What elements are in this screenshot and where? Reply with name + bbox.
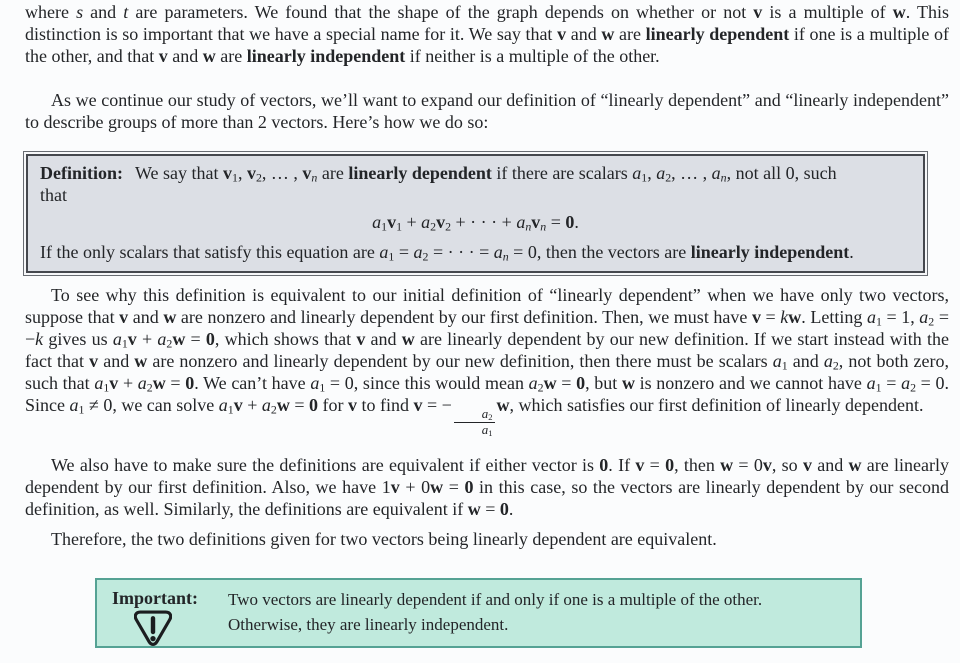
definition-box-inner: [26, 154, 925, 273]
important-text: [216, 587, 850, 642]
warning-exclamation-icon: [134, 609, 172, 648]
important-line-2: Otherwise, they are linearly independent.: [228, 615, 509, 634]
important-box: [95, 578, 862, 648]
important-line-1: Two vectors are linearly dependent if and only if one is a multiple of the other.: [228, 590, 763, 609]
paragraph-equivalence-proof: To see why this definition is equivalent to our initial definition of “linearly dependent” when we have only two vectors, suppose that v and w are nonzero and linearly dependent by our first definition. Then, we must have v = kw. Letting $a_1 = 1$, $a_2 = -k$ gives us $a_1v + a_2w = 0$, which shows that v and w are linearly dependent by our new definition. If we start instead with the fact that v and w are nonzero and linearly dependent by our new definition, then there must be scalars $a_1$ and $a_2$, not both zero, such that $a_1v + a_2w = 0$. We can’t have $a_1 = 0$, since this would mean $a_2w = 0$, but w is nonzero and we cannot have $a_1 = a_2 = 0$. Since $a_1 \ne 0$, we can solve $a_1v + a_2w = 0$ for v to find v = − $\frac{a_2}{a_1}$ w, which satisfies our first definition of linearly dependent.: [25, 285, 950, 438]
definition-intro-text: We say that $v_1$, $v_2$, … , $v_n$ are linearly dependent if there are scalars $a_1$, $a_2$, … , $a_n$, not all 0, such that: [40, 163, 837, 205]
important-box-left-column: [112, 587, 216, 642]
definition-label: Definition:: [40, 163, 123, 183]
paragraph-intro: where s and t are parameters. We found that the shape of the graph depends on whether or not v is a multiple of w. This distinction is so important that we have a special name for it. We say that v and w are linearly dependent if one is a multiple of the other, and that v and w are linearly independent if neither is a multiple of the other.: [25, 2, 950, 66]
definition-equation: $a_1v_1 + a_2v_2$ + · · · + $a_nv_n = 0$.: [372, 212, 579, 234]
paragraph-conclusion: Therefore, the two definitions given for two vectors being linearly dependent are equivalent.: [51, 529, 717, 549]
paragraph-zero-vector-case: We also have to make sure the definitions are equivalent if either vector is 0. If v = 0, then w = 0v, so v and w are linearly dependent by our first definition. Also, we have 1v + 0w = 0 in this case, so the vectors are linearly dependent by our second definition, as well. Similarly, the definitions are equivalent if w = 0.: [25, 455, 950, 519]
paragraph-expand-definition: As we continue our study of vectors, we’ll want to expand our definition of “linearly dependent” and “linearly independent” to describe groups of more than 2 vectors. Here’s how we do so:: [25, 90, 949, 132]
definition-box: [23, 151, 928, 276]
definition-outro: If the only scalars that satisfy this equation are $a_1 = a_2$ = · · · = $a_n = 0$, then the vectors are linearly independent.: [40, 242, 854, 264]
definition-intro: [40, 162, 911, 206]
important-label: Important:: [112, 588, 198, 608]
